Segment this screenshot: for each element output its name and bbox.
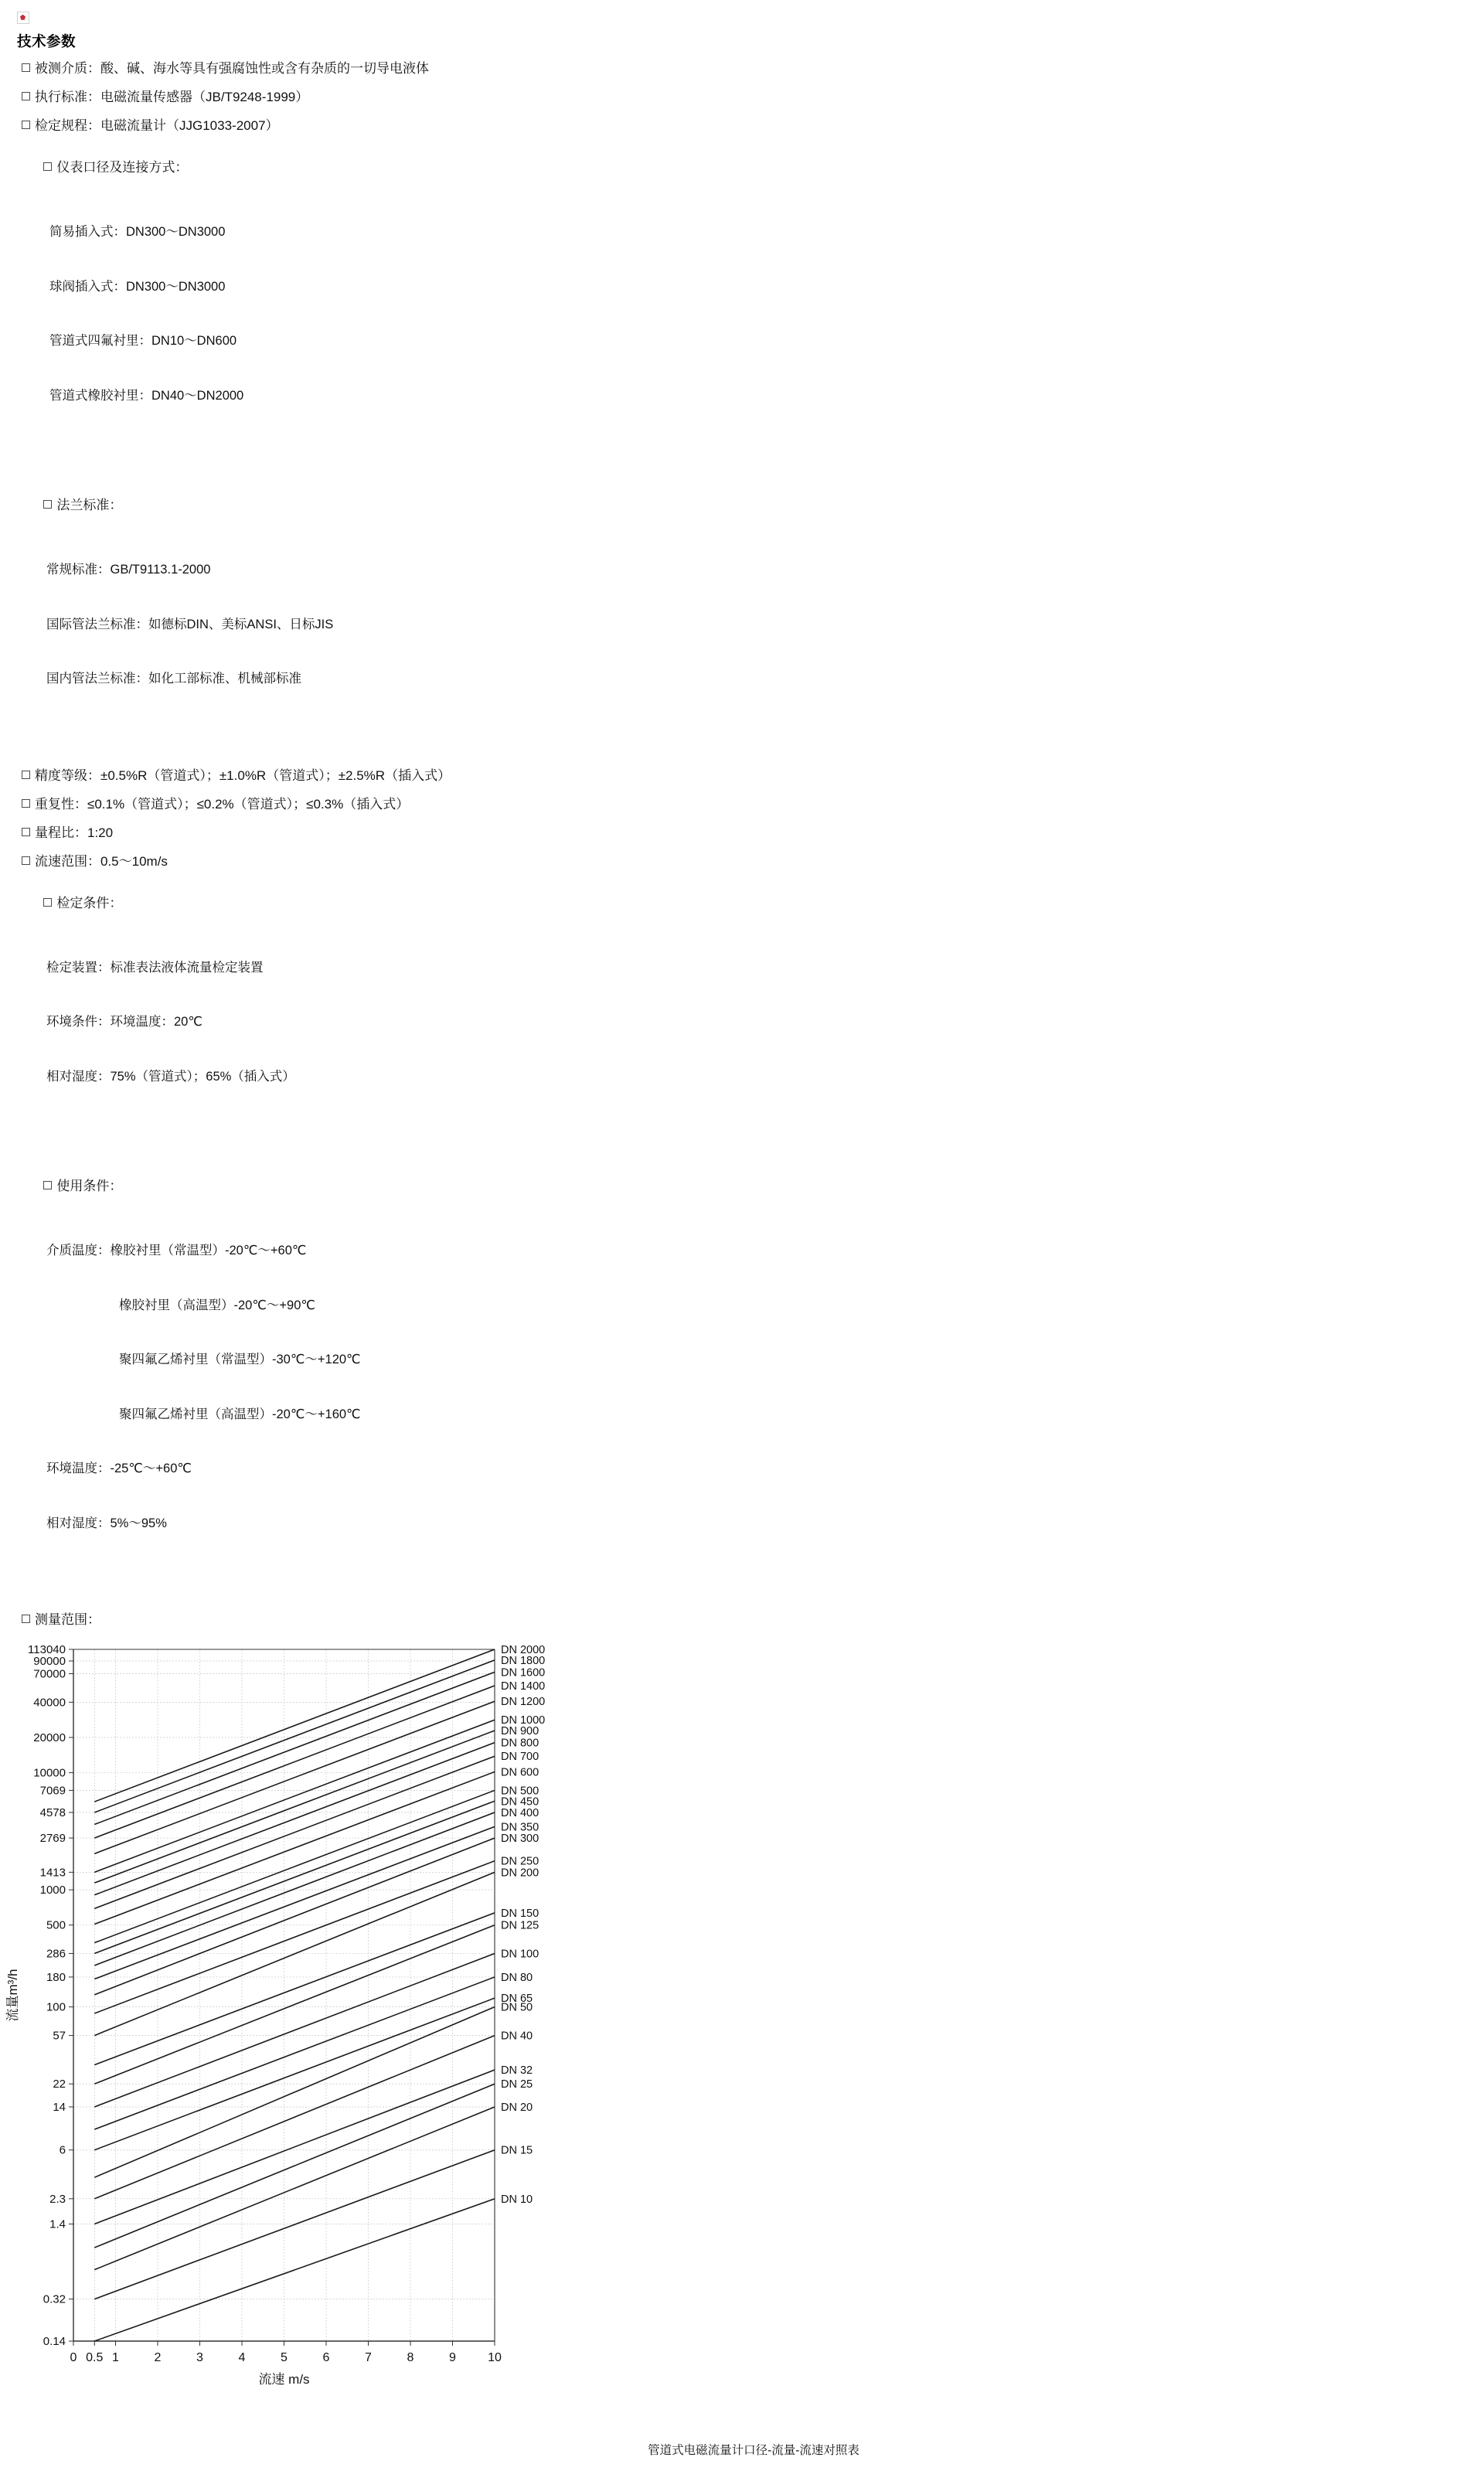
ambient-temp: 环境温度：-25℃～+60℃: [46, 1462, 192, 1475]
svg-text:DN 1600: DN 1600: [501, 1666, 546, 1680]
svg-text:6: 6: [322, 2351, 330, 2364]
svg-text:DN 1200: DN 1200: [501, 1696, 546, 1709]
svg-text:流量m³/h: 流量m³/h: [5, 1969, 20, 2022]
spec-text: 使用条件：: [56, 1179, 123, 1193]
svg-text:14: 14: [53, 2100, 66, 2114]
svg-text:DN 250: DN 250: [501, 1855, 539, 1868]
page-title: 技术参数: [17, 33, 77, 49]
caliber-option: 简易插入式：DN300～DN3000: [49, 225, 226, 239]
spec-item-flange-standard: [0, 485, 1484, 754]
svg-text:5: 5: [281, 2351, 288, 2364]
square-bullet-icon: [43, 500, 52, 509]
medium-temp-value: 聚四氟乙烯衬里（高温型）-20℃～+160℃: [119, 1407, 361, 1421]
svg-text:DN 1800: DN 1800: [501, 1654, 546, 1667]
svg-text:22: 22: [53, 2078, 66, 2091]
svg-text:DN 50: DN 50: [501, 2001, 533, 2014]
square-bullet-icon: [22, 856, 30, 865]
flange-option: 国际管法兰标准：如德标DIN、美标ANSI、日标JIS: [46, 617, 334, 631]
svg-text:0: 0: [70, 2351, 77, 2364]
broken-image-icon: [17, 12, 29, 24]
svg-text:DN 500: DN 500: [501, 1785, 539, 1798]
svg-text:DN 2000: DN 2000: [501, 1644, 546, 1656]
svg-text:DN 10: DN 10: [501, 2193, 533, 2206]
square-bullet-icon: [43, 1181, 52, 1189]
spec-item-velocity-range: [0, 855, 1484, 868]
svg-text:DN 150: DN 150: [501, 1907, 539, 1920]
spec-item-verification-conditions: [0, 883, 1484, 1152]
square-bullet-icon: [22, 92, 30, 100]
spec-item-measuring-range: [0, 1613, 1484, 1626]
medium-temp-value: 橡胶衬里（常温型）-20℃～+60℃: [110, 1244, 307, 1258]
spec-text: 法兰标准：: [56, 498, 123, 512]
spec-text: 流速范围：0.5～10m/s: [35, 853, 168, 869]
square-bullet-icon: [22, 799, 30, 808]
svg-text:2.3: 2.3: [49, 2192, 66, 2206]
svg-text:DN 800: DN 800: [501, 1737, 539, 1750]
medium-temp-value: 聚四氟乙烯衬里（常温型）-30℃～+120℃: [119, 1353, 361, 1366]
svg-text:DN 40: DN 40: [501, 2030, 533, 2043]
spec-text: 量程比：1:20: [35, 825, 114, 840]
svg-text:10: 10: [488, 2351, 502, 2364]
square-bullet-icon: [43, 898, 52, 907]
svg-text:0.32: 0.32: [43, 2292, 66, 2306]
spec-text: 精度等级：±0.5%R（管道式）；±1.0%R（管道式）；±2.5%R（插入式）: [35, 767, 451, 783]
svg-text:DN 125: DN 125: [501, 1919, 539, 1932]
svg-text:DN 100: DN 100: [501, 1948, 539, 1961]
svg-text:DN 900: DN 900: [501, 1725, 539, 1738]
square-bullet-icon: [22, 63, 30, 72]
svg-text:DN 600: DN 600: [501, 1766, 539, 1779]
flange-option: 国内管法兰标准：如化工部标准、机械部标准: [46, 672, 301, 686]
spec-item-medium: [0, 62, 1484, 75]
svg-text:DN 450: DN 450: [501, 1795, 539, 1809]
spec-text: 执行标准：电磁流量传感器（JB/T9248-1999）: [35, 90, 309, 104]
verification-option: 环境条件：环境温度：20℃: [46, 1015, 203, 1029]
square-bullet-icon: [43, 162, 52, 171]
svg-text:10000: 10000: [33, 1766, 66, 1780]
chart-svg: [0, 1642, 696, 2415]
caliber-option: 管道式四氟衬里：DN10～DN600: [49, 334, 237, 348]
svg-text:1: 1: [112, 2351, 119, 2364]
verification-option: 相对湿度：75%（管道式）；65%（插入式）: [46, 1069, 295, 1084]
spec-text: 检定条件：: [56, 895, 123, 910]
svg-text:57: 57: [53, 2029, 66, 2043]
medium-temp-label: 介质温度：: [46, 1244, 111, 1258]
spec-list: [0, 62, 1484, 1626]
svg-text:2769: 2769: [39, 1832, 66, 1846]
svg-text:100: 100: [46, 2000, 66, 2014]
svg-text:DN 80: DN 80: [501, 1971, 533, 1984]
spec-text: 测量范围：: [35, 1612, 100, 1627]
flange-option: 常规标准：GB/T9113.1-2000: [46, 563, 211, 577]
caliber-sub-list: [22, 199, 1484, 444]
medium-temp-value: 橡胶衬里（高温型）-20℃～+90℃: [119, 1298, 315, 1312]
caliber-option: 管道式橡胶衬里：DN40～DN2000: [49, 388, 244, 403]
svg-text:DN 25: DN 25: [501, 2078, 533, 2091]
spec-item-usage-conditions: [0, 1166, 1484, 1598]
caliber-option: 球阀插入式：DN300～DN3000: [49, 279, 226, 294]
spec-item-verification-regulation: [0, 119, 1484, 132]
medium-temp-row: [22, 1244, 1484, 1258]
square-bullet-icon: [22, 771, 30, 779]
svg-text:DN 350: DN 350: [501, 1821, 539, 1834]
svg-text:180: 180: [46, 1970, 66, 1984]
svg-text:DN 200: DN 200: [501, 1867, 539, 1880]
svg-text:DN 400: DN 400: [501, 1806, 539, 1819]
verification-sub-list: [22, 935, 1484, 1125]
svg-text:9: 9: [449, 2351, 456, 2364]
spec-item-turndown-ratio: [0, 826, 1484, 839]
spec-text: 重复性：≤0.1%（管道式）；≤0.2%（管道式）；≤0.3%（插入式）: [35, 796, 410, 812]
svg-text:流速 m/s: 流速 m/s: [258, 2372, 310, 2387]
square-bullet-icon: [22, 121, 30, 129]
svg-text:DN 300: DN 300: [501, 1833, 539, 1846]
svg-text:4: 4: [238, 2351, 246, 2364]
svg-text:DN 1400: DN 1400: [501, 1680, 546, 1693]
svg-text:40000: 40000: [33, 1696, 66, 1710]
relative-humidity: 相对湿度：5%～95%: [46, 1516, 167, 1530]
svg-text:90000: 90000: [33, 1654, 66, 1668]
svg-text:0.5: 0.5: [86, 2351, 104, 2364]
flange-sub-list: [22, 537, 1484, 727]
svg-text:DN 65: DN 65: [501, 1993, 533, 2006]
svg-text:1413: 1413: [39, 1866, 66, 1880]
broken-image-placeholder: [0, 11, 1484, 25]
svg-text:DN 20: DN 20: [501, 2101, 533, 2114]
spec-text: 检定规程：电磁流量计（JJG1033-2007）: [35, 118, 279, 133]
svg-text:1000: 1000: [39, 1884, 66, 1897]
square-bullet-icon: [22, 828, 30, 836]
spec-item-repeatability: [0, 798, 1484, 811]
usage-sub-list: [22, 1218, 1484, 1571]
chart-caption: 管道式电磁流量计口径-流量-流速对照表: [648, 2444, 859, 2457]
svg-text:20000: 20000: [33, 1731, 66, 1744]
svg-text:2: 2: [154, 2351, 162, 2364]
svg-text:113040: 113040: [28, 1643, 66, 1656]
spec-item-caliber: [0, 148, 1484, 470]
svg-text:DN 700: DN 700: [501, 1751, 539, 1764]
svg-text:4578: 4578: [39, 1805, 66, 1819]
verification-option: 检定装置：标准表法液体流量检定装置: [46, 960, 264, 975]
svg-text:286: 286: [46, 1947, 66, 1961]
svg-text:DN 1000: DN 1000: [501, 1714, 546, 1727]
svg-text:500: 500: [46, 1918, 66, 1932]
spec-text: 仪表口径及连接方式：: [56, 160, 189, 175]
svg-text:7: 7: [365, 2351, 372, 2364]
svg-text:8: 8: [407, 2351, 414, 2364]
flow-velocity-chart: [0, 1642, 1484, 2422]
spec-item-accuracy: [0, 769, 1484, 782]
svg-text:6: 6: [59, 2143, 66, 2157]
svg-text:70000: 70000: [33, 1667, 66, 1681]
spec-text: 被测介质：酸、碱、海水等具有强腐蚀性或含有杂质的一切导电液体: [35, 61, 429, 76]
svg-text:DN 32: DN 32: [501, 2064, 533, 2078]
svg-text:0.14: 0.14: [43, 2335, 66, 2348]
svg-text:7069: 7069: [39, 1784, 66, 1798]
svg-text:DN 15: DN 15: [501, 2144, 533, 2157]
svg-text:3: 3: [196, 2351, 203, 2364]
spec-item-standard: [0, 90, 1484, 104]
svg-text:1.4: 1.4: [49, 2217, 66, 2231]
